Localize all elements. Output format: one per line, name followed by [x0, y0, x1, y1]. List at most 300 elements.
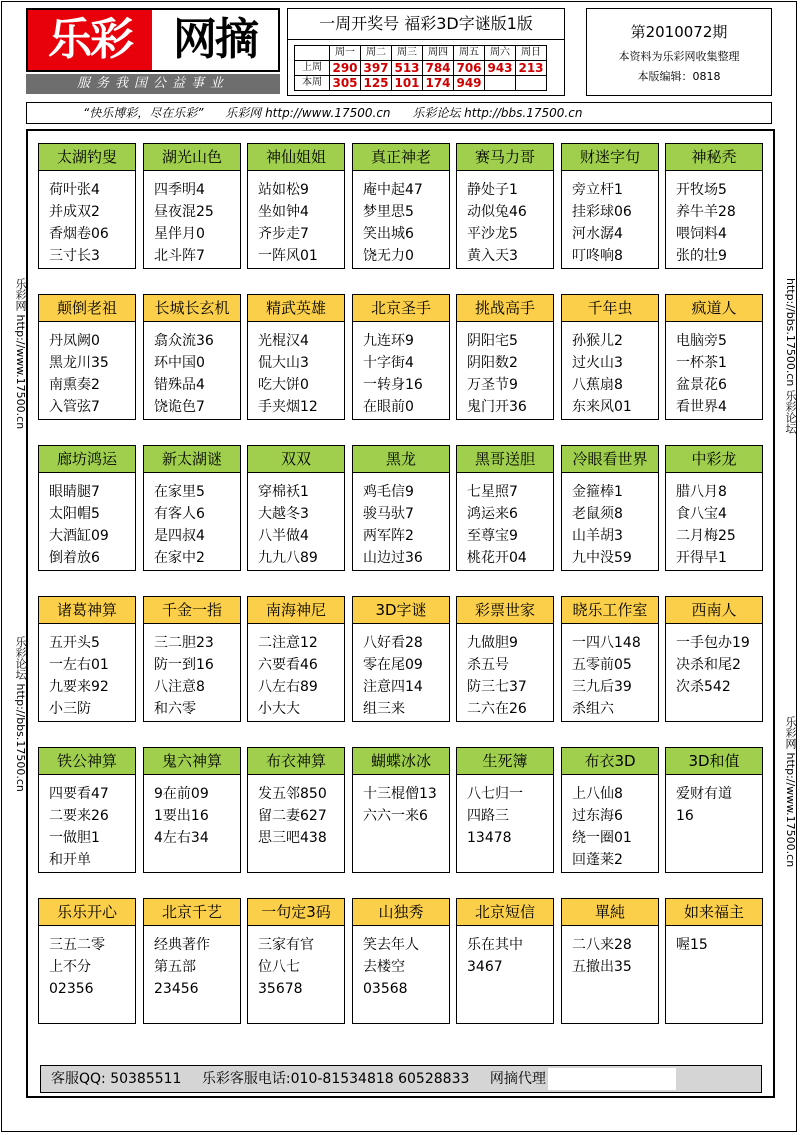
card-line: 八半做4	[258, 528, 309, 544]
card-lines	[39, 624, 135, 720]
card-line: 四季明4	[154, 182, 205, 198]
card-lines	[666, 926, 762, 956]
draw-number: 513	[392, 61, 423, 76]
card-line: 13478	[467, 830, 512, 846]
card-line: 上八仙8	[572, 786, 623, 802]
card-lines	[353, 171, 449, 267]
card-line: 老鼠须8	[572, 506, 623, 522]
puzzle-card	[456, 143, 554, 269]
card-line: 八好看28	[363, 635, 423, 651]
card-title: 精武英雄	[248, 295, 344, 322]
card-title: 北京圣手	[353, 295, 449, 322]
card-line: 回蓬莱2	[572, 852, 623, 868]
draw-number: 290	[330, 61, 361, 76]
card-line: 南熏奏2	[49, 377, 100, 393]
card-lines	[562, 473, 658, 569]
card-lines	[666, 171, 762, 267]
card-line: 静处子1	[467, 182, 518, 198]
issue-number: 第2010072期	[630, 23, 728, 41]
card-line: 腊八月8	[676, 484, 727, 500]
card-line: 次杀542	[676, 679, 731, 695]
card-lines	[248, 171, 344, 267]
draw-table	[294, 45, 547, 91]
card-title: 诸葛神算	[39, 597, 135, 624]
card-line: 山边过36	[363, 550, 423, 566]
card-line: 吃大饼0	[258, 377, 309, 393]
card-title: 颠倒老祖	[39, 295, 135, 322]
puzzle-card	[247, 445, 345, 571]
card-lines	[39, 171, 135, 267]
puzzle-card	[38, 294, 136, 420]
puzzle-card	[665, 143, 763, 269]
puzzle-card	[561, 294, 659, 420]
card-line: 养牛羊28	[676, 204, 736, 220]
card-line: 乐在其中	[467, 937, 523, 953]
agent-field[interactable]	[548, 1068, 676, 1090]
puzzle-card	[143, 747, 241, 873]
card-line: 食八宝4	[676, 506, 727, 522]
puzzle-card	[247, 143, 345, 269]
issue-editor: 本版编辑：0818	[637, 70, 721, 83]
card-line: 鸡毛信9	[363, 484, 414, 500]
card-line: 喔15	[676, 937, 708, 953]
draw-number: 125	[361, 76, 392, 91]
puzzle-card	[247, 596, 345, 722]
card-title: 布衣神算	[248, 748, 344, 775]
card-line: 防三七37	[467, 679, 527, 695]
card-line: 鬼门开36	[467, 399, 527, 415]
card-title: 疯道人	[666, 295, 762, 322]
card-title: 西南人	[666, 597, 762, 624]
card-line: 荷叶张4	[49, 182, 100, 198]
puzzle-card	[561, 898, 659, 1024]
card-line: 侃大山3	[258, 355, 309, 371]
puzzle-card	[352, 596, 450, 722]
weekly-draw-panel	[287, 8, 565, 96]
card-line: 十三棍僧13	[363, 786, 437, 802]
card-line: 四路三	[467, 808, 509, 824]
footer-bar	[40, 1065, 762, 1093]
card-title: 黑龙	[353, 446, 449, 473]
card-line: 万圣节9	[467, 377, 518, 393]
puzzle-card	[456, 747, 554, 873]
card-lines	[39, 926, 135, 1000]
card-line: 去楼空	[363, 959, 405, 975]
puzzle-card	[352, 294, 450, 420]
puzzle-card	[456, 445, 554, 571]
card-lines	[248, 473, 344, 569]
card-line: 并成双2	[49, 204, 100, 220]
draw-number: 305	[330, 76, 361, 91]
card-lines	[562, 624, 658, 720]
card-title: 南海神尼	[248, 597, 344, 624]
card-line: 山羊胡3	[572, 528, 623, 544]
card-lines	[666, 775, 762, 827]
card-line: 看世界4	[676, 399, 727, 415]
weekday-cell: 周三	[392, 46, 423, 61]
card-title: 晓乐工作室	[562, 597, 658, 624]
puzzle-card	[143, 294, 241, 420]
card-line: 在家中2	[154, 550, 205, 566]
card-line: 五撤出35	[572, 959, 632, 975]
card-line: 23456	[154, 981, 199, 997]
card-line: 饶诡色7	[154, 399, 205, 415]
card-line: 零在尾09	[363, 657, 423, 673]
footer-qq: 客服QQ: 50385511	[51, 1071, 182, 1087]
card-line: 有客人6	[154, 506, 205, 522]
card-line: 注意四14	[363, 679, 423, 695]
draw-number: 784	[423, 61, 454, 76]
card-line: 发五邻850	[258, 786, 327, 802]
card-title: 乐乐开心	[39, 899, 135, 926]
card-lines	[144, 624, 240, 720]
card-title: 北京短信	[457, 899, 553, 926]
issue-panel	[586, 8, 772, 96]
site-logo[interactable]	[26, 8, 280, 72]
card-line: 环中国0	[154, 355, 205, 371]
puzzle-card	[456, 294, 554, 420]
weekday-cell: 周日	[516, 46, 547, 61]
footer-agent-label: 网摘代理	[489, 1071, 546, 1087]
card-line: 太阳帽5	[49, 506, 100, 522]
card-line: 和开单	[49, 852, 91, 868]
card-line: 一四八148	[572, 635, 641, 651]
card-title: 鬼六神算	[144, 748, 240, 775]
card-line: 张的壮9	[676, 248, 727, 264]
card-line: 二八来28	[572, 937, 632, 953]
card-line: 二月梅25	[676, 528, 736, 544]
puzzle-card	[143, 445, 241, 571]
card-line: 黄入天3	[467, 248, 518, 264]
draw-number: 949	[454, 76, 485, 91]
card-line: 二要来26	[49, 808, 109, 824]
slogan: 服务我国公益事业	[26, 74, 280, 94]
draw-number: 706	[454, 61, 485, 76]
card-lines	[353, 775, 449, 827]
card-line: 八蕉扇8	[572, 377, 623, 393]
logo-black-part: 网摘	[152, 10, 278, 70]
card-lines	[248, 624, 344, 720]
card-line: 在家里5	[154, 484, 205, 500]
card-line: 小三防	[49, 701, 91, 717]
card-line: 至尊宝9	[467, 528, 518, 544]
card-title: 太湖钓叟	[39, 144, 135, 171]
puzzle-card	[665, 747, 763, 873]
banner	[26, 102, 772, 124]
puzzle-card	[247, 294, 345, 420]
card-line: 叮咚响8	[572, 248, 623, 264]
card-line: 思三吧438	[258, 830, 327, 846]
card-lines	[248, 926, 344, 1000]
weekday-cell: 周四	[423, 46, 454, 61]
card-line: 五开头5	[49, 635, 100, 651]
puzzle-card	[38, 445, 136, 571]
banner-quote: “快乐博彩，尽在乐彩”	[83, 106, 204, 120]
card-line: 03568	[363, 981, 408, 997]
card-title: 3D和值	[666, 748, 762, 775]
card-title: 千金一指	[144, 597, 240, 624]
card-title: 神仙姐姐	[248, 144, 344, 171]
card-title: 冷眼看世界	[562, 446, 658, 473]
card-line: 庵中起47	[363, 182, 423, 198]
weekday-cell: 周五	[454, 46, 485, 61]
puzzle-card	[247, 747, 345, 873]
card-line: 八左右89	[258, 679, 318, 695]
puzzle-card	[561, 445, 659, 571]
puzzle-card	[561, 747, 659, 873]
card-title: 廊坊鸿运	[39, 446, 135, 473]
puzzle-card	[352, 143, 450, 269]
puzzle-card	[143, 898, 241, 1024]
card-lines	[353, 624, 449, 720]
card-line: 开牧场5	[676, 182, 727, 198]
card-line: 五零前05	[572, 657, 632, 673]
card-line: 三寸长3	[49, 248, 100, 264]
card-lines	[457, 322, 553, 418]
card-title: 神秘秃	[666, 144, 762, 171]
card-line: 大酒缸09	[49, 528, 109, 544]
card-lines	[144, 926, 240, 1000]
banner-forum-link[interactable]: 乐彩论坛 http://bbs.17500.cn	[412, 106, 583, 120]
card-line: 一做胆1	[49, 830, 100, 846]
puzzle-card	[665, 294, 763, 420]
card-title: 中彩龙	[666, 446, 762, 473]
card-line: 鸿运来6	[467, 506, 518, 522]
card-line: 北斗阵7	[154, 248, 205, 264]
card-lines	[353, 473, 449, 569]
card-title: 湖光山色	[144, 144, 240, 171]
side-text-left-top: 乐彩网 http://www.17500.cn	[14, 278, 27, 430]
card-title: 挑战高手	[457, 295, 553, 322]
corner-cell	[295, 46, 330, 61]
card-line: 一阵风01	[258, 248, 318, 264]
draw-number: 943	[485, 61, 516, 76]
card-lines	[353, 926, 449, 1000]
card-title: 如来福主	[666, 899, 762, 926]
card-line: 3467	[467, 959, 503, 975]
footer-phone: 乐彩客服电话:010-81534818 60528833	[201, 1071, 470, 1087]
card-lines	[666, 624, 762, 698]
card-line: 过火山3	[572, 355, 623, 371]
card-title: 财迷字句	[562, 144, 658, 171]
card-line: 坐如钟4	[258, 204, 309, 220]
puzzle-board	[26, 129, 775, 1098]
card-title: 3D字谜	[353, 597, 449, 624]
card-lines	[666, 473, 762, 569]
card-line: 九连环9	[363, 333, 414, 349]
card-line: 16	[676, 808, 694, 824]
card-line: 绕一圈01	[572, 830, 632, 846]
card-line: 三五二零	[49, 937, 105, 953]
card-line: 1要出16	[154, 808, 209, 824]
puzzle-card	[456, 596, 554, 722]
card-lines	[39, 322, 135, 418]
puzzle-card	[456, 898, 554, 1024]
card-lines	[353, 322, 449, 418]
draw-number	[516, 76, 547, 91]
card-line: 盆景花6	[676, 377, 727, 393]
card-lines	[144, 171, 240, 267]
card-lines	[562, 322, 658, 418]
this-week-row	[295, 76, 547, 91]
card-line: 金箍棒1	[572, 484, 623, 500]
card-lines	[144, 322, 240, 418]
card-line: 4左右34	[154, 830, 209, 846]
card-title: 彩票世家	[457, 597, 553, 624]
card-title: 單純	[562, 899, 658, 926]
card-title: 铁公神算	[39, 748, 135, 775]
card-line: 九中没59	[572, 550, 632, 566]
draw-number: 213	[516, 61, 547, 76]
card-line: 三二胆23	[154, 635, 214, 651]
card-line: 平沙龙5	[467, 226, 518, 242]
puzzle-card	[352, 898, 450, 1024]
card-line: 一转身16	[363, 377, 423, 393]
puzzle-card	[561, 596, 659, 722]
card-line: 九要来92	[49, 679, 109, 695]
card-line: 旁立杆1	[572, 182, 623, 198]
card-line: 骏马驮7	[363, 506, 414, 522]
side-text-left-bottom: 乐彩论坛 http://bbs.17500.cn	[14, 636, 27, 792]
draw-number	[485, 76, 516, 91]
card-line: 三九后39	[572, 679, 632, 695]
card-line: 六要看46	[258, 657, 318, 673]
card-line: 杀五号	[467, 657, 509, 673]
card-line: 开得早1	[676, 550, 727, 566]
card-line: 位八七	[258, 959, 300, 975]
weekday-cell: 周六	[485, 46, 516, 61]
puzzle-card	[38, 747, 136, 873]
puzzle-card	[38, 143, 136, 269]
card-line: 桃花开04	[467, 550, 527, 566]
card-lines	[562, 926, 658, 978]
card-title: 双双	[248, 446, 344, 473]
draw-number: 101	[392, 76, 423, 91]
logo-red-part: 乐彩	[28, 10, 152, 70]
card-title: 黑哥送胆	[457, 446, 553, 473]
card-line: 翕众流36	[154, 333, 214, 349]
puzzle-card	[143, 143, 241, 269]
card-line: 梦里思5	[363, 204, 414, 220]
card-lines	[562, 171, 658, 267]
card-line: 站如松9	[258, 182, 309, 198]
last-week-row	[295, 61, 547, 76]
card-line: 02356	[49, 981, 94, 997]
card-line: 四要看47	[49, 786, 109, 802]
card-line: 倒着放6	[49, 550, 100, 566]
card-line: 丹凤阙0	[49, 333, 100, 349]
card-title: 布衣3D	[562, 748, 658, 775]
card-lines	[144, 775, 240, 849]
card-lines	[457, 926, 553, 978]
side-text-right-top: http://bbs.17500.cn 乐彩论坛	[784, 278, 797, 434]
card-line: 八注意8	[154, 679, 205, 695]
card-lines	[248, 322, 344, 418]
draw-number: 397	[361, 61, 392, 76]
card-line: 上不分	[49, 959, 91, 975]
card-line: 一左右01	[49, 657, 109, 673]
card-line: 错殊品4	[154, 377, 205, 393]
card-line: 大越冬3	[258, 506, 309, 522]
card-lines	[457, 171, 553, 267]
card-title: 真正神老	[353, 144, 449, 171]
card-line: 经典著作	[154, 937, 210, 953]
issue-note: 本资料为乐彩网收集整理	[618, 50, 740, 63]
card-title: 生死簿	[457, 748, 553, 775]
card-line: 光棍汉4	[258, 333, 309, 349]
card-title: 千年虫	[562, 295, 658, 322]
card-line: 喂饲料4	[676, 226, 727, 242]
card-lines	[457, 775, 553, 849]
card-title: 蝴蝶冰冰	[353, 748, 449, 775]
card-line: 眼睛腿7	[49, 484, 100, 500]
card-line: 第五部	[154, 959, 196, 975]
card-line: 一手包办19	[676, 635, 750, 651]
card-line: 在眼前0	[363, 399, 414, 415]
card-line: 小大大	[258, 701, 300, 717]
row-label: 本周	[295, 76, 330, 91]
card-title: 一句定3码	[248, 899, 344, 926]
card-line: 决杀和尾2	[676, 657, 741, 673]
card-title: 北京千艺	[144, 899, 240, 926]
card-line: 黑龙川35	[49, 355, 109, 371]
card-title: 新太湖谜	[144, 446, 240, 473]
card-line: 河水潺4	[572, 226, 623, 242]
card-line: 电脑旁5	[676, 333, 727, 349]
card-lines	[248, 775, 344, 849]
card-line: 九九八89	[258, 550, 318, 566]
card-line: 留二妻627	[258, 808, 327, 824]
card-lines	[39, 473, 135, 569]
card-line: 阴阳宅5	[467, 333, 518, 349]
puzzle-card	[561, 143, 659, 269]
card-line: 挂彩球06	[572, 204, 632, 220]
card-lines	[457, 624, 553, 720]
card-line: 手夹烟12	[258, 399, 318, 415]
draw-title: 一周开奖号 福彩3D字谜版1版	[288, 9, 564, 40]
card-line: 六六一来6	[363, 808, 428, 824]
card-line: 爱财有道	[676, 786, 732, 802]
card-line: 昼夜混25	[154, 204, 214, 220]
card-line: 组三来	[363, 701, 405, 717]
card-line: 9在前09	[154, 786, 209, 802]
card-lines	[39, 775, 135, 871]
side-text-right-bottom: 乐彩网 http://www.17500.cn	[784, 716, 797, 868]
card-line: 香烟卷06	[49, 226, 109, 242]
puzzle-card	[665, 898, 763, 1024]
card-line: 八七归一	[467, 786, 523, 802]
card-line: 二六在26	[467, 701, 527, 717]
draw-number: 174	[423, 76, 454, 91]
puzzle-card	[247, 898, 345, 1024]
card-line: 七星照7	[467, 484, 518, 500]
card-title: 长城长玄机	[144, 295, 240, 322]
card-line: 防一到16	[154, 657, 214, 673]
card-lines	[666, 322, 762, 418]
puzzle-card	[665, 445, 763, 571]
card-line: 两军阵2	[363, 528, 414, 544]
card-line: 饶无力0	[363, 248, 414, 264]
card-line: 杀组六	[572, 701, 614, 717]
card-title: 赛马力哥	[457, 144, 553, 171]
card-line: 穿棉袄1	[258, 484, 309, 500]
card-line: 入管弦7	[49, 399, 100, 415]
card-line: 过东海6	[572, 808, 623, 824]
card-line: 九做胆9	[467, 635, 518, 651]
card-line: 一杯茶1	[676, 355, 727, 371]
banner-site-link[interactable]: 乐彩网 http://www.17500.cn	[225, 106, 391, 120]
puzzle-card	[352, 445, 450, 571]
